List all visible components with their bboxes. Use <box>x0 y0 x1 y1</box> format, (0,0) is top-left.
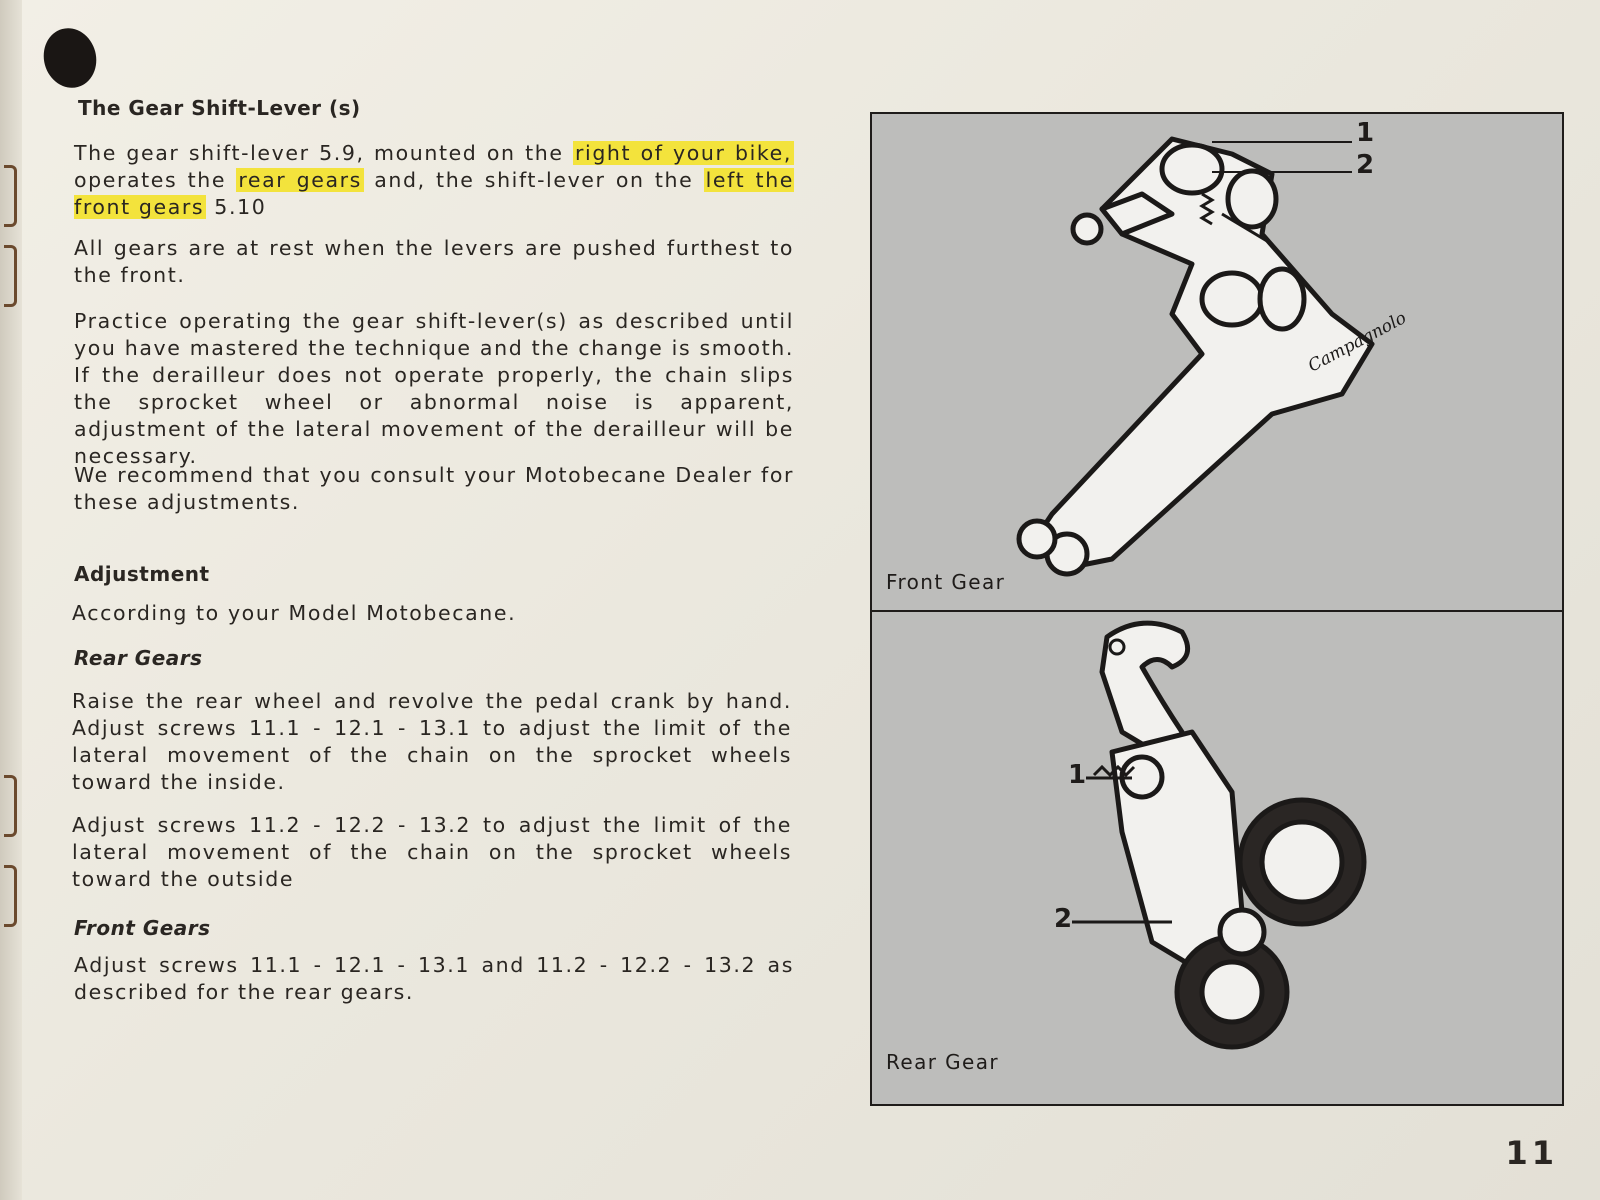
binder-ring <box>4 775 17 837</box>
highlight: rear gears <box>238 168 362 192</box>
derailleur-figure <box>870 112 1564 1106</box>
rear-callout-1: 1 <box>1068 760 1087 790</box>
binder-ring <box>4 165 17 227</box>
paragraph-recommend: We recommend that you consult your Motobecane Dealer for these adjustments. <box>74 463 794 514</box>
highlight: left the front gears <box>74 168 794 219</box>
text-span: The gear shift-lever 5.9, mounted on the <box>74 141 573 165</box>
paragraph-practice: Practice operating the gear shift-lever(s) as described until you have mastered the technique and the change is smooth. If the derailleur does not operate properly, the chain slips the sprocket wheel or abnormal noise is apparent, adjustment of the lateral movement of the derailleur will be necessary. <box>74 309 794 468</box>
rear-derailleur-illustration <box>872 612 1562 1106</box>
paragraph-rest: All gears are at rest when the levers are pushed furthest to the front. <box>74 236 794 287</box>
section-title: The Gear Shift-Lever (s) <box>78 96 361 120</box>
rear-gear-caption: Rear Gear <box>886 1050 1000 1074</box>
text-span: 5.10 <box>206 195 267 219</box>
rear-gears-paragraph-1: Raise the rear wheel and revolve the pedal crank by hand. Adjust screws 11.1 - 12.1 - 13.1 to adjust the limit of the lateral movement of the chain on the sprocket wheels toward the inside. <box>72 689 792 794</box>
highlight: right of your bike, <box>575 141 792 165</box>
adjustment-title: Adjustment <box>74 562 210 586</box>
rear-gears-title: Rear Gears <box>74 646 203 670</box>
front-gear-caption: Front Gear <box>886 570 1006 594</box>
rear-callout-2: 2 <box>1054 904 1073 934</box>
rear-gears-paragraph-2: Adjust screws 11.2 - 12.2 - 13.2 to adjust the limit of the lateral movement of the chain on the sprocket wheels toward the outside <box>72 813 792 891</box>
binder-ring <box>4 865 17 927</box>
text-span: and, the shift-lever on the <box>363 168 704 192</box>
callout-1: 1 <box>1356 118 1375 148</box>
text-span: operates the <box>74 168 237 192</box>
adjustment-text: According to your Model Motobecane. <box>72 601 517 625</box>
front-gears-title: Front Gears <box>74 916 211 940</box>
front-gears-paragraph: Adjust screws 11.1 - 12.1 - 13.1 and 11.2 - 12.2 - 13.2 as described for the rear gears. <box>74 953 794 1004</box>
binder-ring <box>4 245 17 307</box>
paragraph-shift-lever <box>74 140 794 221</box>
callout-2: 2 <box>1356 150 1375 180</box>
front-derailleur-illustration <box>872 114 1562 610</box>
punch-hole <box>37 22 103 93</box>
page-number: 11 <box>1505 1134 1558 1172</box>
brand-script: Campagnolo <box>1304 308 1410 377</box>
